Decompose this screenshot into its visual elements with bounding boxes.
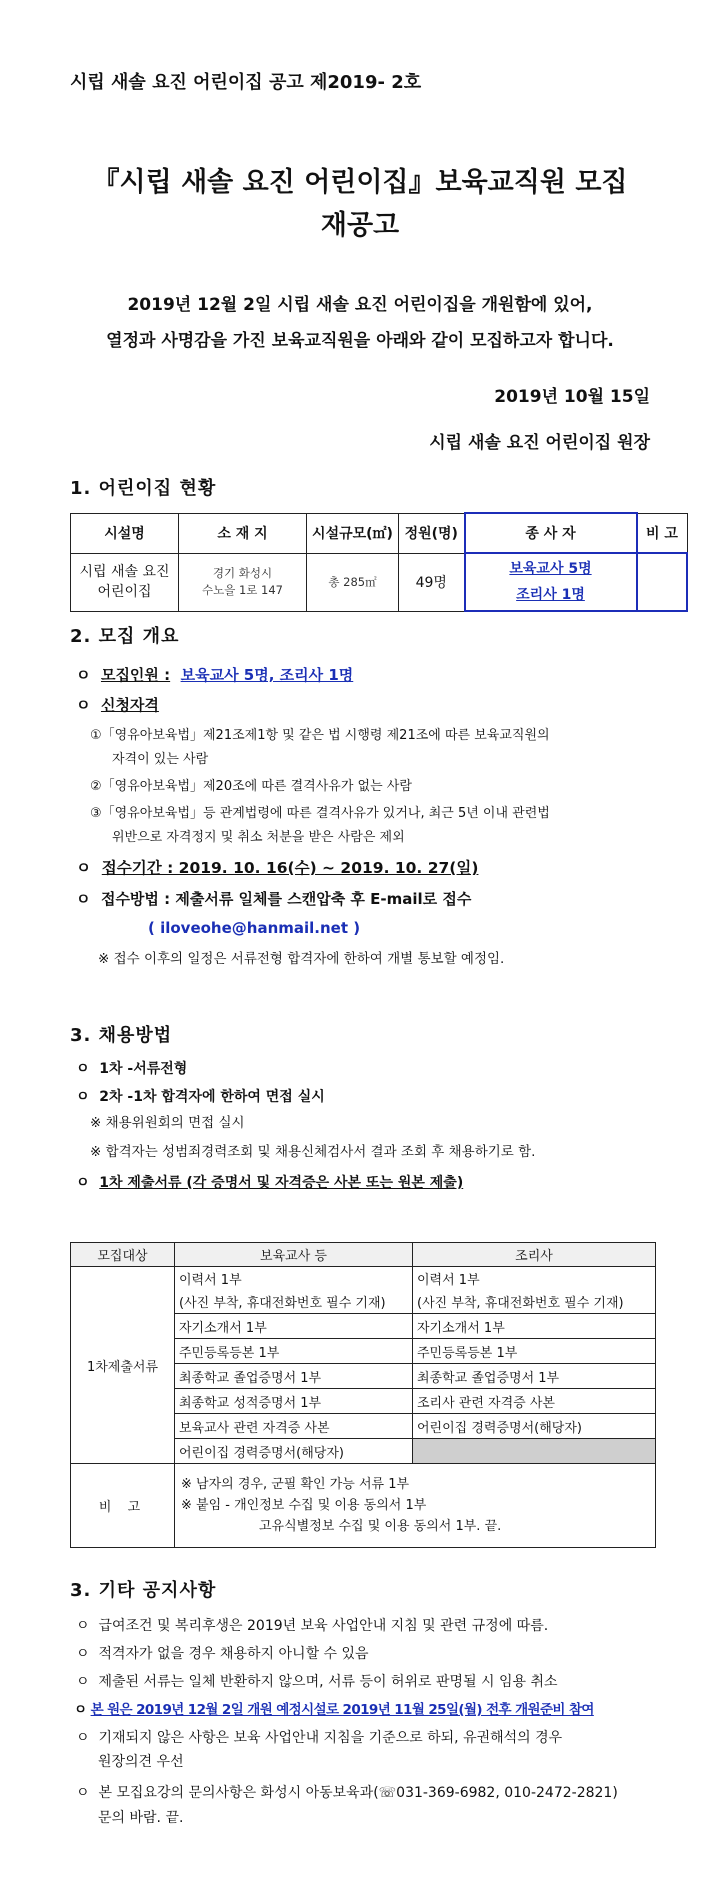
notice-item-5 (76, 1727, 562, 1747)
bullet: ㅇ (76, 1674, 90, 1690)
table-cell: (사진 부착, 휴대전화번호 필수 기재) (413, 1290, 656, 1314)
staff-teachers: 보육교사 5명 (509, 561, 592, 577)
table-cell: 어린이집 경력증명서(해당자) (413, 1414, 656, 1439)
col-header: 보육교사 등 (175, 1243, 413, 1267)
hiring-note-1: ※ 채용위원회의 면접 실시 (90, 1115, 245, 1131)
table-cell: 이력서 1부 (413, 1267, 656, 1291)
col-header: 모집대상 (71, 1243, 175, 1267)
application-method: 접수방법 : 제출서류 일체를 스캔압축 후 E-mail로 접수 (100, 890, 472, 908)
col-header: 종 사 자 (465, 513, 637, 553)
section-heading-status: 1. 어린이집 현황 (70, 478, 217, 499)
bullet: ㅇ (76, 1785, 90, 1801)
bullet: ㅇ (76, 1646, 90, 1662)
qualification-label: 신청자격 (100, 696, 159, 714)
facility-capacity: 49명 (399, 553, 465, 611)
hiring-note-2: ※ 합격자는 성범죄경력조회 및 채용신체검사서 결과 조회 후 채용하기로 함. (90, 1144, 536, 1160)
table-cell: 최종학교 성적증명서 1부 (175, 1389, 413, 1414)
docs-heading: 1차 제출서류 (각 증명서 및 자격증은 사본 또는 원본 제출) (99, 1175, 464, 1191)
address-line: 수노을 1로 147 (201, 583, 283, 597)
hiring-step-2 (76, 1086, 325, 1106)
table-cell: 최종학교 졸업증명서 1부 (175, 1364, 413, 1389)
notice-text: 기재되지 않은 사항은 보육 사업안내 지침을 기준으로 하되, 유권해석의 경우 (98, 1730, 563, 1746)
notice-item-1 (76, 1615, 548, 1635)
facility-name: 시립 새솔 요진 어린이집 (71, 553, 179, 611)
table-cell: 자기소개서 1부 (175, 1314, 413, 1339)
col-header: 비 고 (637, 513, 688, 553)
intro-line-2: 열정과 사명감을 가진 보육교직원을 아래와 같이 모집하고자 합니다. (106, 331, 614, 351)
page-title: 『시립 새솔 요진 어린이집』보육교직원 모집 (92, 167, 628, 198)
bullet: ㅇ (76, 1061, 90, 1077)
table-row-remark (71, 1464, 656, 1548)
facility-remark (637, 553, 688, 611)
notice-item-3 (76, 1671, 558, 1691)
bullet: ㅇ (76, 1618, 90, 1634)
col-header: 조리사 (413, 1243, 656, 1267)
documents-table (70, 1242, 656, 1548)
notice-item-4 (74, 1698, 594, 1718)
bullet: ㅇ (76, 1175, 90, 1191)
recruit-label: 모집인원 : (100, 666, 171, 684)
address-line: 경기 화성시 (212, 566, 273, 580)
notice-text: 본 모집요강의 문의사항은 화성시 아동보육과(☏031-369-6982, 010-2472-2821) (98, 1785, 618, 1801)
remark-line: ※ 남자의 경우, 군필 확인 가능 서류 1부 (181, 1477, 410, 1492)
remark-label: 비 고 (71, 1464, 175, 1548)
notice-item-6 (76, 1782, 618, 1802)
table-cell: 주민등록등본 1부 (413, 1339, 656, 1364)
step-text: 2차 -1차 합격자에 한하여 면접 실시 (99, 1089, 325, 1105)
qualification-3: ③「영유아보육법」등 관계법령에 따른 결격사유가 있거나, 최근 5년 이내 관련법 (90, 806, 550, 821)
table-cell: 조리사 관련 자격증 사본 (413, 1389, 656, 1414)
docs-category: 1차제출서류 (71, 1267, 175, 1464)
step-text: 1차 -서류전형 (99, 1061, 188, 1077)
remark-line: 고유식별정보 수집 및 이용 동의서 1부. 끝. (259, 1519, 502, 1534)
notice-text: 적격자가 없을 경우 채용하지 아니할 수 있음 (98, 1646, 369, 1662)
bullet: ㅇ (76, 1730, 90, 1746)
bullet: ㅇ (74, 1702, 87, 1718)
qualification-3-cont: 위반으로 자격정지 및 취소 처분을 받은 사람은 제외 (112, 830, 405, 845)
qualification-2: ②「영유아보육법」제20조에 따른 결격사유가 없는 사람 (90, 779, 412, 794)
table-cell: 자기소개서 1부 (413, 1314, 656, 1339)
period-item (76, 856, 478, 878)
col-header: 시설명 (71, 513, 179, 553)
hiring-step-1 (76, 1058, 187, 1078)
facility-staff (465, 553, 637, 611)
notice-date: 2019년 10월 15일 (494, 387, 650, 407)
notice-item-6-cont: 문의 바람. 끝. (98, 1810, 184, 1826)
recruit-item (76, 664, 353, 685)
table-cell: 어린이집 경력증명서(해당자) (175, 1439, 413, 1464)
intro-line-1: 2019년 12월 2일 시립 새솔 요진 어린이집을 개원함에 있어, (127, 295, 593, 315)
bullet: ㅇ (76, 1089, 90, 1105)
table-row (71, 553, 688, 611)
bullet: ㅇ (76, 859, 91, 877)
remark-line: ※ 붙임 - 개인정보 수집 및 이용 동의서 1부 (181, 1498, 427, 1513)
table-cell-empty (413, 1439, 656, 1464)
notice-number: 시립 새솔 요진 어린이집 공고 제2019- 2호 (70, 72, 422, 93)
table-cell: 이력서 1부 (175, 1267, 413, 1291)
col-header: 소 재 지 (179, 513, 307, 553)
schedule-notice: ※ 접수 이후의 일정은 서류전형 합격자에 한하여 개별 통보할 예정임. (98, 951, 505, 967)
recruit-value: 보육교사 5명, 조리사 1명 (180, 666, 354, 684)
application-email: ( iloveohe@hanmail.net ) (148, 919, 361, 937)
facility-address (179, 553, 307, 611)
signer: 시립 새솔 요진 어린이집 원장 (429, 433, 650, 453)
notice-item-2 (76, 1643, 369, 1663)
section-heading-overview: 2. 모집 개요 (70, 626, 180, 647)
bullet: ㅇ (76, 696, 91, 714)
table-row (71, 1267, 656, 1291)
col-header: 시설규모(㎡) (307, 513, 399, 553)
table-cell: 주민등록등본 1부 (175, 1339, 413, 1364)
page-subtitle: 재공고 (320, 210, 400, 241)
table-header-row (71, 1243, 656, 1267)
qualification-1-cont: 자격이 있는 사람 (112, 752, 209, 767)
notice-text-highlight: 본 원은 2019년 12월 2일 개원 예정시설로 2019년 11월 25일(월) 전후 개원준비 참여 (90, 1702, 594, 1718)
table-cell: 보육교사 관련 자격증 사본 (175, 1414, 413, 1439)
qualification-1: ①「영유아보육법」제21조제1항 및 같은 법 시행령 제21조에 따른 보육교직원의 (90, 728, 550, 743)
qualification-item (76, 694, 159, 715)
notice-text: 급여조건 및 복리후생은 2019년 보육 사업안내 지침 및 관련 규정에 따름. (98, 1618, 549, 1634)
notice-text: 제출된 서류는 일체 반환하지 않으며, 서류 등이 허위로 판명될 시 임용 취소 (98, 1674, 558, 1690)
application-period: 접수기간 : 2019. 10. 16(수) ~ 2019. 10. 27(일) (101, 859, 479, 877)
table-header-row (71, 513, 688, 553)
section-heading-other: 3. 기타 공지사항 (70, 1580, 217, 1601)
remark-content (175, 1464, 656, 1548)
method-item (76, 888, 471, 909)
table-cell: (사진 부착, 휴대전화번호 필수 기재) (175, 1290, 413, 1314)
status-table (70, 512, 688, 612)
facility-size: 총 285㎡ (307, 553, 399, 611)
notice-item-5-cont: 원장의견 우선 (98, 1754, 184, 1770)
staff-cook: 조리사 1명 (516, 587, 585, 603)
bullet: ㅇ (76, 666, 91, 684)
section-heading-hiring: 3. 채용방법 (70, 1025, 173, 1046)
docs-heading-item (76, 1172, 463, 1192)
table-cell: 최종학교 졸업증명서 1부 (413, 1364, 656, 1389)
bullet: ㅇ (76, 890, 91, 908)
col-header: 정원(명) (399, 513, 465, 553)
